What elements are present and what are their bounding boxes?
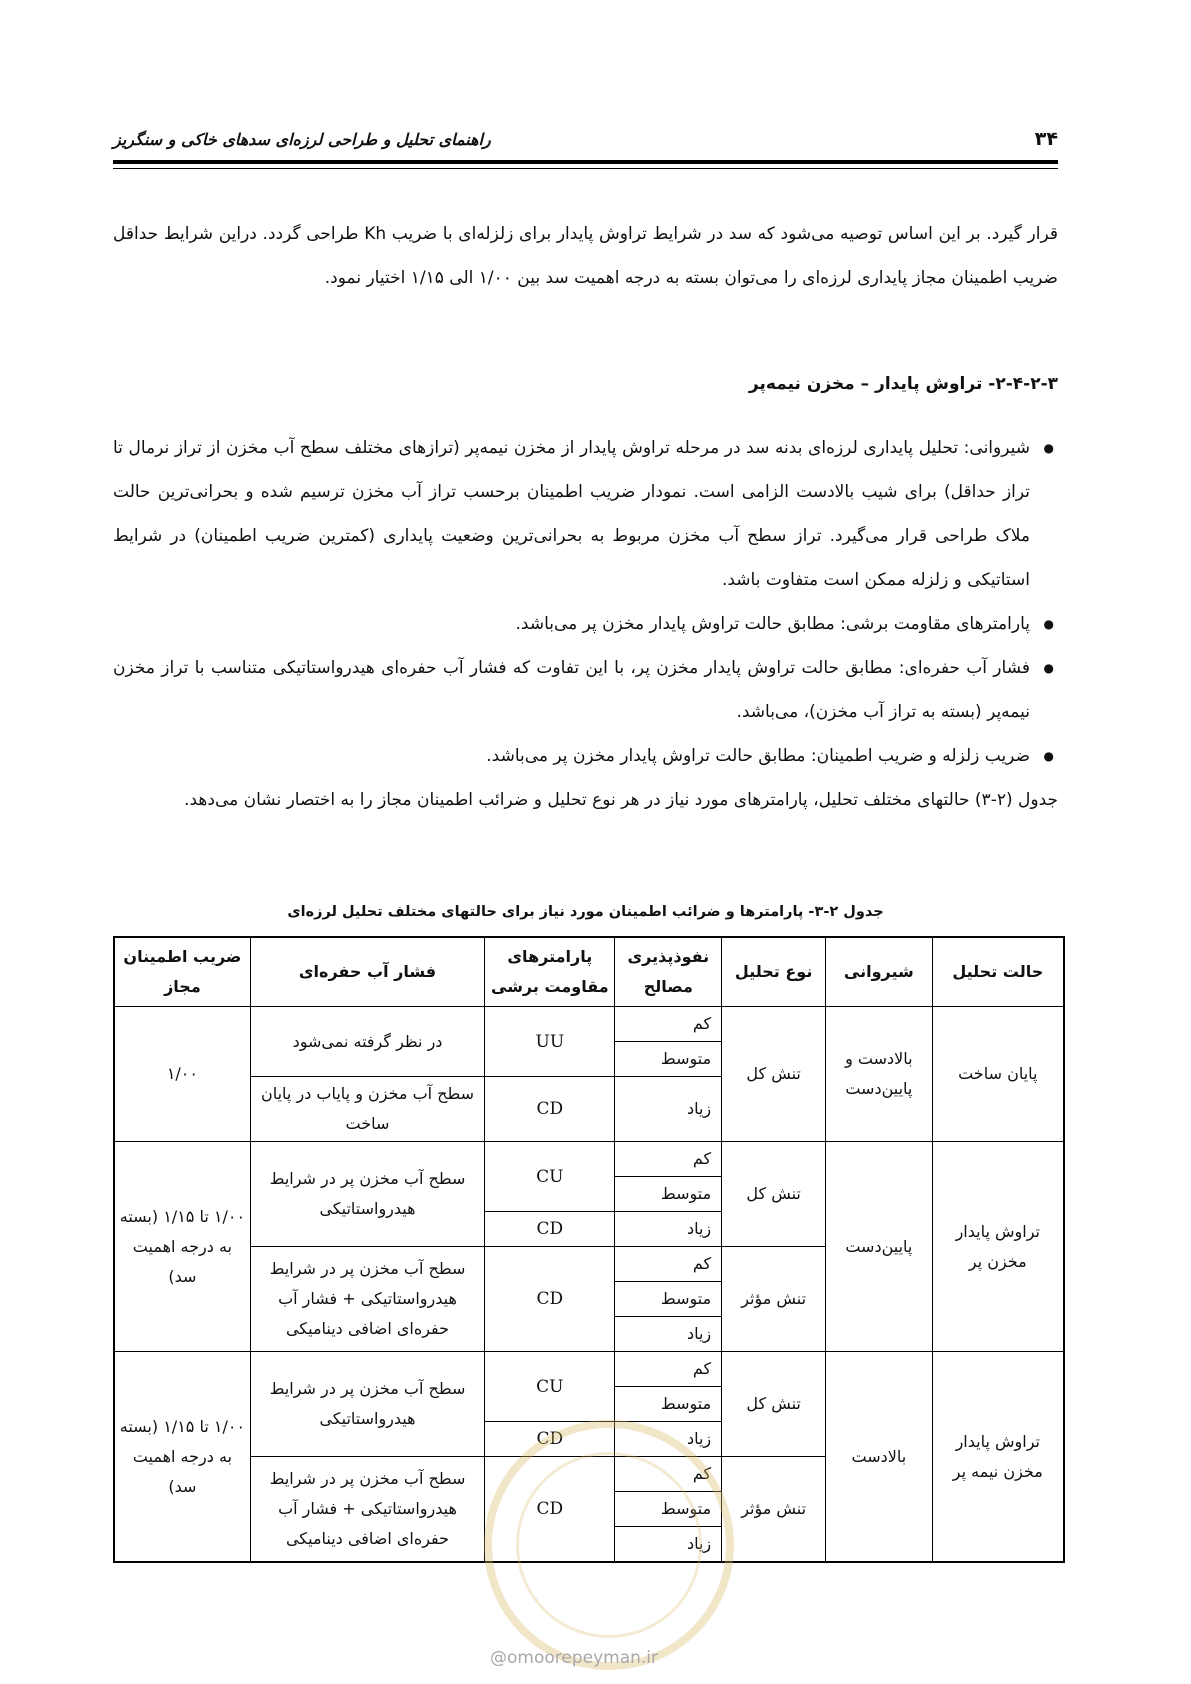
table-row: [114, 1007, 1064, 1042]
analysis-cell: تنش کل: [722, 1352, 826, 1457]
params-cell: CD: [485, 1247, 615, 1352]
case-cell: تراوش پایدار مخزن پر: [932, 1142, 1064, 1352]
slope-cell: بالادست و پایین‌دست: [826, 1007, 932, 1142]
perm-cell: کم: [615, 1142, 722, 1177]
slope-cell: بالادست: [826, 1352, 932, 1563]
bullet-list: [113, 426, 1058, 778]
pore-cell: سطح آب مخزن پر در شرایط هیدرواستاتیکی: [250, 1142, 484, 1247]
params-cell: CU: [485, 1352, 615, 1422]
perm-cell: متوسط: [615, 1492, 722, 1527]
pore-cell: سطح آب مخزن پر در شرایط هیدرواستاتیکی: [250, 1352, 484, 1457]
header-safety-factor: ضریب اطمینان مجاز: [114, 937, 250, 1007]
header-slope: شیروانی: [826, 937, 932, 1007]
perm-cell: زیاد: [615, 1422, 722, 1457]
params-cell: CD: [485, 1212, 615, 1247]
page-header: [113, 128, 1058, 158]
section-heading: ۲-۴-۲-۳- تراوش پایدار – مخزن نیمه‌پر: [748, 374, 1058, 394]
table-row: [114, 1352, 1064, 1387]
perm-cell: متوسط: [615, 1042, 722, 1077]
table-row: [114, 1142, 1064, 1177]
paragraph-table-intro: جدول (۲-۳) حالتهای مختلف تحلیل، پارامترهای مورد نیاز در هر نوع تحلیل و ضرائب اطمینان مجاز را به اختصار نشان می‌دهد.: [184, 790, 1058, 810]
bullet-item: ● ضریب زلزله و ضریب اطمینان: مطابق حالت تراوش پایدار مخزن پر می‌باشد.: [113, 734, 1058, 778]
params-cell: CU: [485, 1142, 615, 1212]
params-cell: UU: [485, 1007, 615, 1077]
perm-cell: زیاد: [615, 1527, 722, 1563]
analysis-cell: تنش مؤثر: [722, 1247, 826, 1352]
header-analysis: نوع تحلیل: [722, 937, 826, 1007]
fs-cell: ۱/۰۰ تا ۱/۱۵ (بسته به درجه اهمیت سد): [114, 1142, 250, 1352]
paragraph-intro: قرار گیرد. بر این اساس توصیه می‌شود که سد در شرایط تراوش پایدار برای زلزله‌ای با ضریب Kh طراحی گردد. دراین شرایط حداقل ضریب اطمینان مجاز پایداری لرزه‌ای را می‌توان بسته به درجه اهمیت سد بین ۱/۰۰ الی ۱/۱۵ اختیار نمود.: [113, 224, 1058, 288]
analysis-cell: تنش مؤثر: [722, 1457, 826, 1563]
pore-cell: در نظر گرفته نمی‌شود: [250, 1007, 484, 1077]
fs-cell: ۱/۰۰: [114, 1007, 250, 1142]
header-rule-thick: [113, 160, 1058, 164]
header-shear-params: پارامترهای مقاومت برشی: [485, 937, 615, 1007]
bullet-item: ● شیروانی: تحلیل پایداری لرزه‌ای بدنه سد در مرحله تراوش پایدار از مخزن نیمه‌پر (ترازهای مختلف سطح آب مخزن از تراز نرمال تا تراز حداقل) برای شیب بالادست الزامی است. نمودار ضریب اطمینان برحسب تراز آب مخزن ترسیم شده و بحرانی‌ترین حالت ملاک طراحی قرار می‌گیرد. تراز سطح آب مخزن مربوط به بحرانی‌ترین وضعیت پایداری (کمترین ضریب اطمینان) در شرایط استاتیکی و زلزله ممکن است متفاوت باشد.: [113, 426, 1058, 602]
perm-cell: کم: [615, 1457, 722, 1492]
bullet-item: ● فشار آب حفره‌ای: مطابق حالت تراوش پایدار مخزن پر، با این تفاوت که فشار آب حفره‌ای هیدرواستاتیکی متناسب با تراز مخزن نیمه‌پر (بسته به تراز آب مخزن)، می‌باشد.: [113, 646, 1058, 734]
params-cell: CD: [485, 1457, 615, 1563]
page-number: ۳۴: [1034, 128, 1058, 150]
perm-cell: متوسط: [615, 1387, 722, 1422]
header-case: حالت تحلیل: [932, 937, 1064, 1007]
perm-cell: زیاد: [615, 1212, 722, 1247]
pore-cell: سطح آب مخزن و پایاب در پایان ساخت: [250, 1077, 484, 1142]
analysis-cell: تنش کل: [722, 1007, 826, 1142]
perm-cell: زیاد: [615, 1317, 722, 1352]
params-cell: CD: [485, 1422, 615, 1457]
perm-cell: کم: [615, 1247, 722, 1282]
bullet-item: ● پارامترهای مقاومت برشی: مطابق حالت تراوش پایدار مخزن پر می‌باشد.: [113, 602, 1058, 646]
watermark-site: @omoorepeyman.ir: [490, 1648, 659, 1668]
running-title: راهنمای تحلیل و طراحی لرزه‌ای سدهای خاکی و سنگریز: [113, 130, 491, 149]
header-rule-thin: [113, 168, 1058, 169]
perm-cell: کم: [615, 1007, 722, 1042]
analysis-cell: تنش کل: [722, 1142, 826, 1247]
header-permeability: نفوذپذیری مصالح: [615, 937, 722, 1007]
header-pore-pressure: فشار آب حفره‌ای: [250, 937, 484, 1007]
fs-cell: ۱/۰۰ تا ۱/۱۵ (بسته به درجه اهمیت سد): [114, 1352, 250, 1563]
table-caption: جدول ۲-۳- پارامترها و ضرائب اطمینان مورد نیاز برای حالتهای مختلف تحلیل لرزه‌ای: [287, 904, 884, 920]
pore-cell: سطح آب مخزن پر در شرایط هیدرواستاتیکی + فشار آب حفره‌ای اضافی دینامیکی: [250, 1247, 484, 1352]
case-cell: پایان ساخت: [932, 1007, 1064, 1142]
perm-cell: زیاد: [615, 1077, 722, 1142]
perm-cell: متوسط: [615, 1177, 722, 1212]
watermark-seal-icon: [484, 1420, 734, 1670]
params-cell: CD: [485, 1077, 615, 1142]
slope-cell: پایین‌دست: [826, 1142, 932, 1352]
perm-cell: متوسط: [615, 1282, 722, 1317]
pore-cell: سطح آب مخزن پر در شرایط هیدرواستاتیکی + فشار آب حفره‌ای اضافی دینامیکی: [250, 1457, 484, 1563]
table-header-row: [114, 937, 1064, 1007]
perm-cell: کم: [615, 1352, 722, 1387]
case-cell: تراوش پایدار مخزن نیمه پر: [932, 1352, 1064, 1563]
